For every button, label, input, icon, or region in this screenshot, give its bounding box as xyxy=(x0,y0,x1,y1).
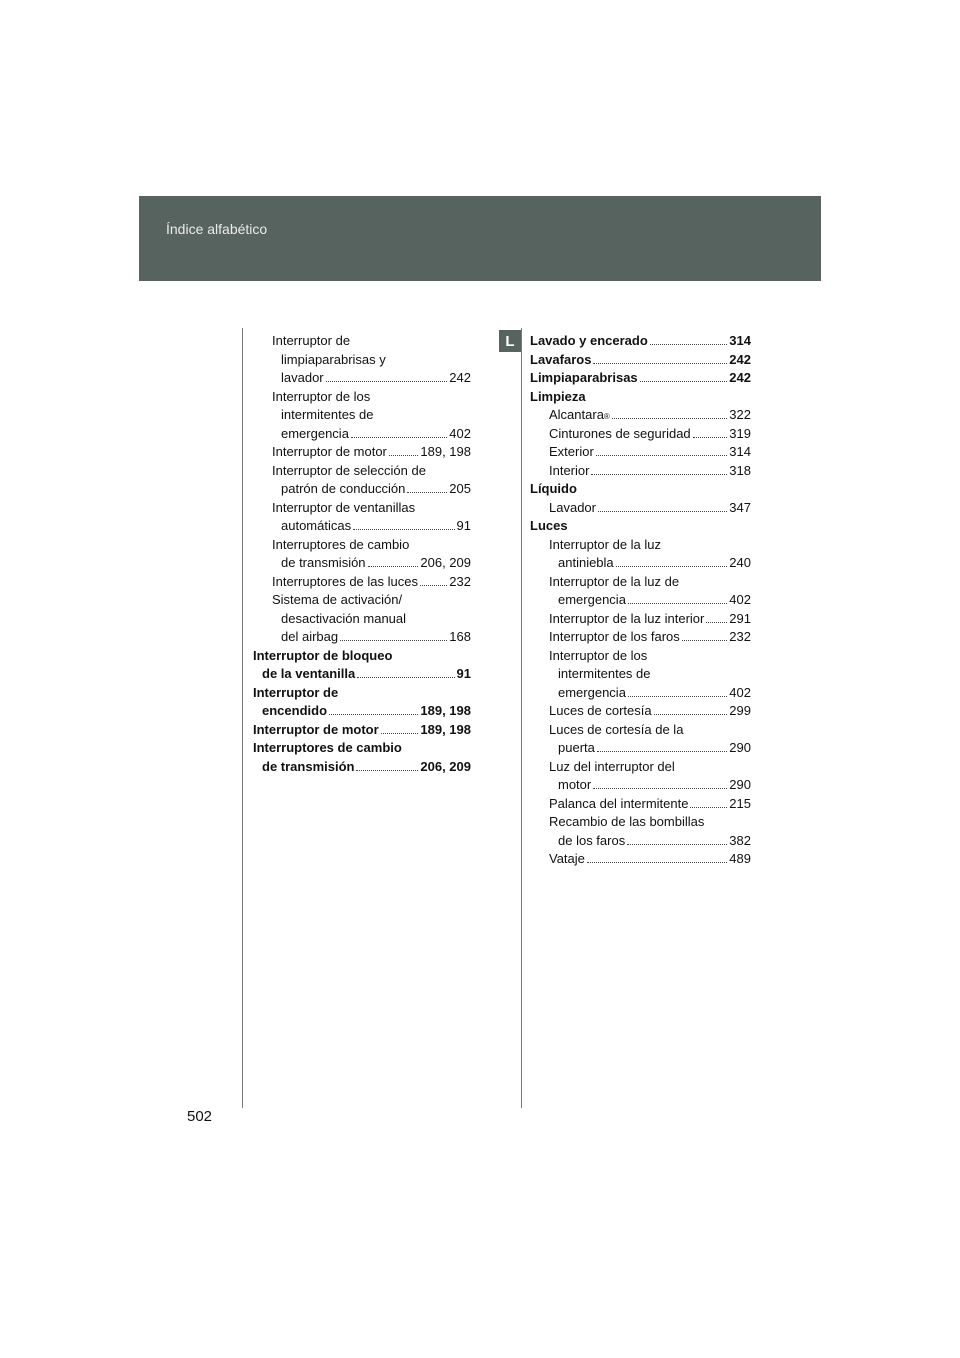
index-term: Interruptores de las luces xyxy=(272,573,418,589)
index-entry xyxy=(530,332,751,351)
page-reference: 318 xyxy=(729,462,751,478)
index-term: Vataje xyxy=(549,851,585,866)
index-entry xyxy=(253,628,471,647)
index-term: Interruptor de xyxy=(253,684,339,700)
index-entry xyxy=(530,813,751,832)
page-reference: 291 xyxy=(729,610,751,626)
index-entry xyxy=(530,610,751,629)
page-reference: 189, 198 xyxy=(420,703,471,718)
page-reference: 242 xyxy=(449,370,471,385)
index-entry xyxy=(253,684,471,703)
index-entry xyxy=(253,554,471,573)
index-entry xyxy=(253,425,471,444)
dot-leader xyxy=(389,454,419,456)
header-band xyxy=(139,196,821,281)
dot-leader xyxy=(329,713,418,715)
dot-leader xyxy=(593,362,727,364)
index-term: puerta xyxy=(558,740,595,755)
index-entry xyxy=(530,480,751,499)
index-entry xyxy=(530,628,751,647)
page-number: 502 xyxy=(187,1108,213,1125)
index-entry xyxy=(253,406,471,425)
page-reference: 299 xyxy=(729,703,751,718)
index-term: emergencia xyxy=(558,684,626,700)
letter-tab: L xyxy=(499,330,521,352)
index-term: Interruptor de motor xyxy=(253,721,379,737)
index-term: automáticas xyxy=(281,518,352,533)
index-term: Interruptores de cambio xyxy=(272,536,410,552)
index-term: patrón de conducción xyxy=(281,481,406,496)
dot-leader xyxy=(682,639,728,641)
index-term: lavador xyxy=(281,370,324,385)
index-entry xyxy=(253,591,471,610)
dot-leader xyxy=(351,436,447,438)
right-column-rule xyxy=(521,328,522,1108)
dot-leader xyxy=(628,695,727,697)
index-term: de transmisión xyxy=(262,758,355,774)
index-term: Recambio de las bombillas xyxy=(549,814,705,829)
dot-leader xyxy=(612,417,727,419)
index-term: intermitentes de xyxy=(558,666,651,681)
index-entry xyxy=(253,739,471,758)
page-reference: 232 xyxy=(729,629,751,644)
dot-leader xyxy=(640,380,728,382)
index-term: Interruptores de cambio xyxy=(253,740,402,755)
index-term: de los faros xyxy=(558,832,626,848)
index-entry xyxy=(530,702,751,721)
index-term: Palanca del intermitente xyxy=(549,795,689,811)
index-term: Luces de cortesía xyxy=(549,703,652,718)
page-reference: 347 xyxy=(729,499,751,515)
dot-leader xyxy=(356,769,418,771)
index-term: del airbag xyxy=(281,629,339,644)
index-term: Líquido xyxy=(530,481,577,496)
index-entry xyxy=(530,591,751,610)
index-entry xyxy=(530,462,751,481)
index-entry xyxy=(253,443,471,462)
page-reference: 290 xyxy=(729,740,751,755)
index-entry xyxy=(253,573,471,592)
page-reference: 322 xyxy=(729,407,751,422)
index-term: Interruptor de selección de xyxy=(272,462,426,478)
dot-leader xyxy=(420,584,447,586)
dot-leader xyxy=(407,491,447,493)
index-entry xyxy=(253,665,471,684)
dot-leader xyxy=(654,713,728,715)
page-reference: 91 xyxy=(456,518,471,533)
dot-leader xyxy=(593,787,727,789)
dot-leader xyxy=(368,565,419,567)
index-term: Interruptor de la luz xyxy=(549,536,662,552)
page-reference: 382 xyxy=(729,832,751,848)
index-term: de la ventanilla xyxy=(262,666,356,681)
index-entry xyxy=(253,388,471,407)
page-reference: 402 xyxy=(449,425,471,441)
index-term: Interruptor de la luz interior xyxy=(549,610,705,626)
dot-leader xyxy=(628,602,727,604)
index-entry xyxy=(530,850,751,869)
index-term: Limpieza xyxy=(530,388,586,404)
left-column-rule xyxy=(242,328,243,1108)
index-entry xyxy=(530,554,751,573)
index-entry xyxy=(530,369,751,388)
page-reference: 290 xyxy=(729,777,751,792)
index-entry xyxy=(530,443,751,462)
index-term: motor xyxy=(558,777,592,792)
page-reference: 314 xyxy=(729,333,751,348)
page-reference: 242 xyxy=(729,370,751,385)
index-term: Interior xyxy=(549,462,590,478)
page-reference: 206, 209 xyxy=(420,555,471,570)
dot-leader xyxy=(587,861,727,863)
index-term: Lavado y encerado xyxy=(530,333,648,348)
index-entry xyxy=(530,721,751,740)
page-reference: 206, 209 xyxy=(420,758,471,774)
index-term: Sistema de activación/ xyxy=(272,592,403,607)
index-term: Alcantara xyxy=(549,407,604,422)
index-entry xyxy=(253,332,471,351)
dot-leader xyxy=(598,510,727,512)
index-term: intermitentes de xyxy=(281,407,374,422)
index-term: Luces de cortesía de la xyxy=(549,721,684,737)
index-term: de transmisión xyxy=(281,555,366,570)
index-entry xyxy=(530,684,751,703)
index-entry xyxy=(530,665,751,684)
dot-leader xyxy=(591,473,727,475)
index-term: Interruptor de los xyxy=(549,647,648,663)
index-term: encendido xyxy=(262,703,328,718)
dot-leader xyxy=(381,732,419,734)
index-term: emergencia xyxy=(281,425,349,441)
dot-leader xyxy=(326,380,448,382)
index-entry xyxy=(253,721,471,740)
index-term: emergencia xyxy=(558,592,626,607)
index-entry xyxy=(530,425,751,444)
page-reference: 215 xyxy=(729,795,751,811)
page-reference: 489 xyxy=(729,851,751,866)
section-title: Índice alfabético xyxy=(166,221,268,237)
index-term: desactivación manual xyxy=(281,610,407,626)
page-reference: 402 xyxy=(729,684,751,700)
index-entry xyxy=(530,795,751,814)
index-entry xyxy=(253,610,471,629)
dot-leader xyxy=(596,454,728,456)
index-entry xyxy=(530,388,751,407)
page-reference: 319 xyxy=(729,425,751,441)
index-entry xyxy=(530,776,751,795)
index-term: Lavafaros xyxy=(530,351,592,367)
index-term: Luz del interruptor del xyxy=(549,758,675,774)
page-reference: 168 xyxy=(449,629,471,644)
index-entry xyxy=(253,351,471,370)
index-term: Limpiaparabrisas xyxy=(530,370,638,385)
dot-leader xyxy=(690,806,727,808)
index-column-left xyxy=(253,332,471,776)
index-term: antiniebla xyxy=(558,555,614,570)
index-entry xyxy=(530,499,751,518)
index-entry xyxy=(530,647,751,666)
page-reference: 189, 198 xyxy=(420,444,471,459)
index-term: Interruptor de bloqueo xyxy=(253,647,393,663)
page-reference: 91 xyxy=(456,666,471,681)
dot-leader xyxy=(357,676,454,678)
index-entry xyxy=(530,573,751,592)
dot-leader xyxy=(627,843,727,845)
index-term: Luces xyxy=(530,518,568,533)
index-term: Interruptor de ventanillas xyxy=(272,499,416,515)
page-reference: 232 xyxy=(449,573,471,589)
index-entry xyxy=(253,499,471,518)
index-term: Cinturones de seguridad xyxy=(549,425,691,441)
index-entry xyxy=(530,739,751,758)
page-reference: 240 xyxy=(729,555,751,570)
dot-leader xyxy=(616,565,728,567)
index-term: Interruptor de los xyxy=(272,388,371,404)
index-entry xyxy=(253,462,471,481)
index-entry xyxy=(530,536,751,555)
index-term: Exterior xyxy=(549,444,594,459)
dot-leader xyxy=(706,621,727,623)
index-entry xyxy=(530,832,751,851)
page-reference: 205 xyxy=(449,481,471,496)
index-entry: Alcantara ® 322 xyxy=(530,406,751,425)
index-term: Interruptor de los faros xyxy=(549,629,680,644)
index-entry xyxy=(253,480,471,499)
dot-leader xyxy=(597,750,727,752)
index-entry xyxy=(253,647,471,666)
index-entry xyxy=(253,702,471,721)
index-entry xyxy=(530,758,751,777)
page-reference: 402 xyxy=(729,592,751,607)
dot-leader xyxy=(353,528,454,530)
index-entry xyxy=(530,517,751,536)
index-column-right xyxy=(530,332,751,869)
index-term: Interruptor de motor xyxy=(272,444,387,459)
index-entry xyxy=(530,351,751,370)
index-term: Interruptor de xyxy=(272,333,351,348)
dot-leader xyxy=(340,639,447,641)
index-term: Interruptor de la luz de xyxy=(549,573,680,589)
index-term: Lavador xyxy=(549,499,596,515)
index-entry xyxy=(253,758,471,777)
index-entry xyxy=(253,369,471,388)
page-reference: 242 xyxy=(729,351,751,367)
index-term: limpiaparabrisas y xyxy=(281,351,386,367)
index-entry xyxy=(253,517,471,536)
dot-leader xyxy=(650,343,728,345)
page-reference: 314 xyxy=(729,444,751,459)
index-entry xyxy=(253,536,471,555)
dot-leader xyxy=(693,436,728,438)
page-reference: 189, 198 xyxy=(420,721,471,737)
